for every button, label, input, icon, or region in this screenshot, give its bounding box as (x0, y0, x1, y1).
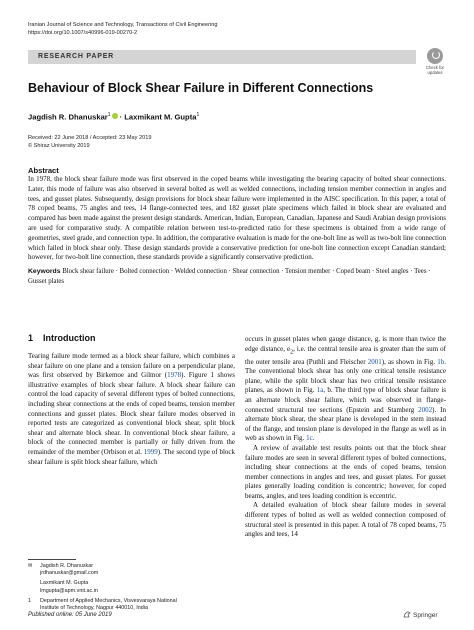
author-list (28, 112, 199, 122)
section-number: 1 (28, 333, 34, 343)
paragraph: A detailed evaluation of block shear failure modes in several different types of bolted as well as welded connection composed of structural steel is presented in this paper. A total of 78 coped beams, 75 angles and tees, 14 (245, 501, 446, 539)
doi-link[interactable]: https://doi.org/10.1007/s40996-019-00270-2 (28, 30, 138, 36)
citation-link[interactable]: 1978 (167, 371, 182, 380)
left-column (28, 352, 235, 467)
author-name[interactable]: Jagdish R. Dhanuskar (28, 112, 108, 122)
copyright: © Shiraz University 2019 (28, 142, 90, 149)
right-column (245, 335, 446, 540)
affiliation-line: Institute of Technology, Nagpur 440010, India (40, 605, 148, 612)
author-email[interactable]: jrdhanuskar@gmail.com (40, 570, 99, 577)
figure-link[interactable]: 1a (316, 386, 324, 395)
check-updates-badge[interactable] (420, 48, 450, 80)
check-updates-text: Check for updates (426, 65, 444, 75)
author-name[interactable]: Laxmikant M. Gupta (124, 112, 197, 122)
author-email[interactable]: lmgupta@apm.vnit.ac.in (40, 587, 98, 594)
article-title: Behaviour of Block Shear Failure in Different Connections (28, 81, 374, 95)
figure-link[interactable]: 1b (437, 357, 445, 366)
springer-horse-icon (403, 611, 411, 618)
citation-link[interactable]: 2001 (367, 357, 382, 366)
affiliation-number: 1 (28, 597, 31, 604)
citation-link[interactable]: 2002 (418, 405, 433, 414)
article-type-label: RESEARCH PAPER (38, 53, 115, 60)
abstract-heading: Abstract (28, 166, 59, 175)
abstract-text: In 1978, the block shear failure mode was first observed in the coped beams while investigating the bearing capacity of bolted shear connections. Later, this mode of failure was also observed in several bolted as well as welded connections, including tension member connection in angles and tees, and gusset plates. Subsequently, design provisions for block shear failure were implemented in the AISC specification. In this paper, a total of 78 coped beams, 75 angles and tees, 14 flange-connected tees, and 182 gusset plate specimens which failed in block shear are evaluated and compared has been made against the present design standards. American, Indian, European, Canadian, Japanese and Saudi Arabian design provisions are used for comparative study. A compatible relation between test-to-predicted ratio for these specimens is obtained from a wide range of geometries, steel grade, and connection type. In addition, the comparative evaluation is made for the one-bolt line as well as two-bolt line connection which failed in block shear only. These design standards provide a conservative prediction for one-bolt line connection except Canadian standard; however, for two-bolt line connection, these standards provide a significantly conservative prediction. (28, 175, 446, 262)
section-heading (28, 333, 96, 343)
footnote-divider (28, 559, 76, 560)
figure-link[interactable]: 1c (306, 434, 313, 443)
affiliation-line: Department of Applied Mechanics, Visvesvaraya National (40, 597, 177, 604)
publisher-logo (403, 611, 438, 619)
paragraph: Tearing failure mode termed as a block shear failure, which combines a shear failure on one plane and a tension failure on a perpendicular plane, was first observed by Birkemoe and Gilmor (1978). Figure 1 shows illustrative examples of block shear failure. A block shear failure can control the load capacity of several different types of bolted connections, including shear connections at the ends of coped beams, tension member connections and gusset plates. Block shear failure modes observed in reported tests are categorized as conventional block shear, split block shear and alternate block shear. In conventional block shear failure, a block of the connected member is partially or fully driven from the remainder of the member (Orbison et al. 1999). The second type of block shear failure is split block shear failure, which (28, 352, 235, 466)
paragraph: A review of available test results points out that the block shear failure modes are seen in several different types of bolted connections, including shear connections at the ends of coped beams, tension member connections in angles and tees, and gusset plates. For gusset plates generally loading condition is concentric; however, for coped beams, angles, and tees loading condition is eccentric. (245, 443, 446, 500)
check-updates-icon (427, 48, 443, 64)
journal-header (28, 21, 217, 37)
article-type-banner (28, 50, 416, 64)
article-dates (28, 135, 151, 150)
footnote-author: Jagdish R. Dhanuskar (40, 563, 94, 569)
keywords (28, 267, 446, 286)
paragraph: occurs in gusset plates when gauge distance, g, is more than twice the edge distance, $e_2$, i.e. the central tensile area is greater than the sum of the outer tensile area (Puthli and Fleischer 2001), as shown in Fig. 1b. The conventional block shear has only one critical tensile resistance plane, while the split block shear has two critical tensile resistance planes, as shown in Fig. 1a, b. The third type of block shear failure is an alternate block shear failure, which was observed in flange-connected structural tee sections (Epstein and Stamberg 2002). In alternate block shear, the shear plane is developed in the stem instead of the flange, and tension plane is developed in the flange as well as in web as shown in Fig. 1c. (245, 335, 446, 443)
keywords-text: Block shear failure · Bolted connection · Welded connection · Shear connection · Tension member · Coped beam · Steel angles · Tees · Gusset plates (28, 268, 431, 285)
affiliation-sup: 1 (196, 112, 200, 118)
email-icon: ✉ (28, 563, 33, 569)
citation-link[interactable]: 1999 (143, 447, 158, 456)
affiliation-sup: 1 (107, 112, 111, 118)
author-separator: · (117, 112, 125, 122)
section-title: Introduction (43, 333, 96, 343)
journal-name: Iranian Journal of Science and Technology, Transactions of Civil Engineering (28, 22, 218, 28)
received-accepted: Received: 22 June 2018 / Accepted: 23 May 2019 (28, 135, 152, 141)
footnote-author: Laxmikant M. Gupta (40, 580, 89, 587)
footnotes (28, 563, 235, 612)
published-online: Published online: 05 June 2019 (28, 612, 112, 618)
publisher-name: Springer (413, 612, 438, 619)
keywords-label: Keywords (28, 268, 61, 275)
